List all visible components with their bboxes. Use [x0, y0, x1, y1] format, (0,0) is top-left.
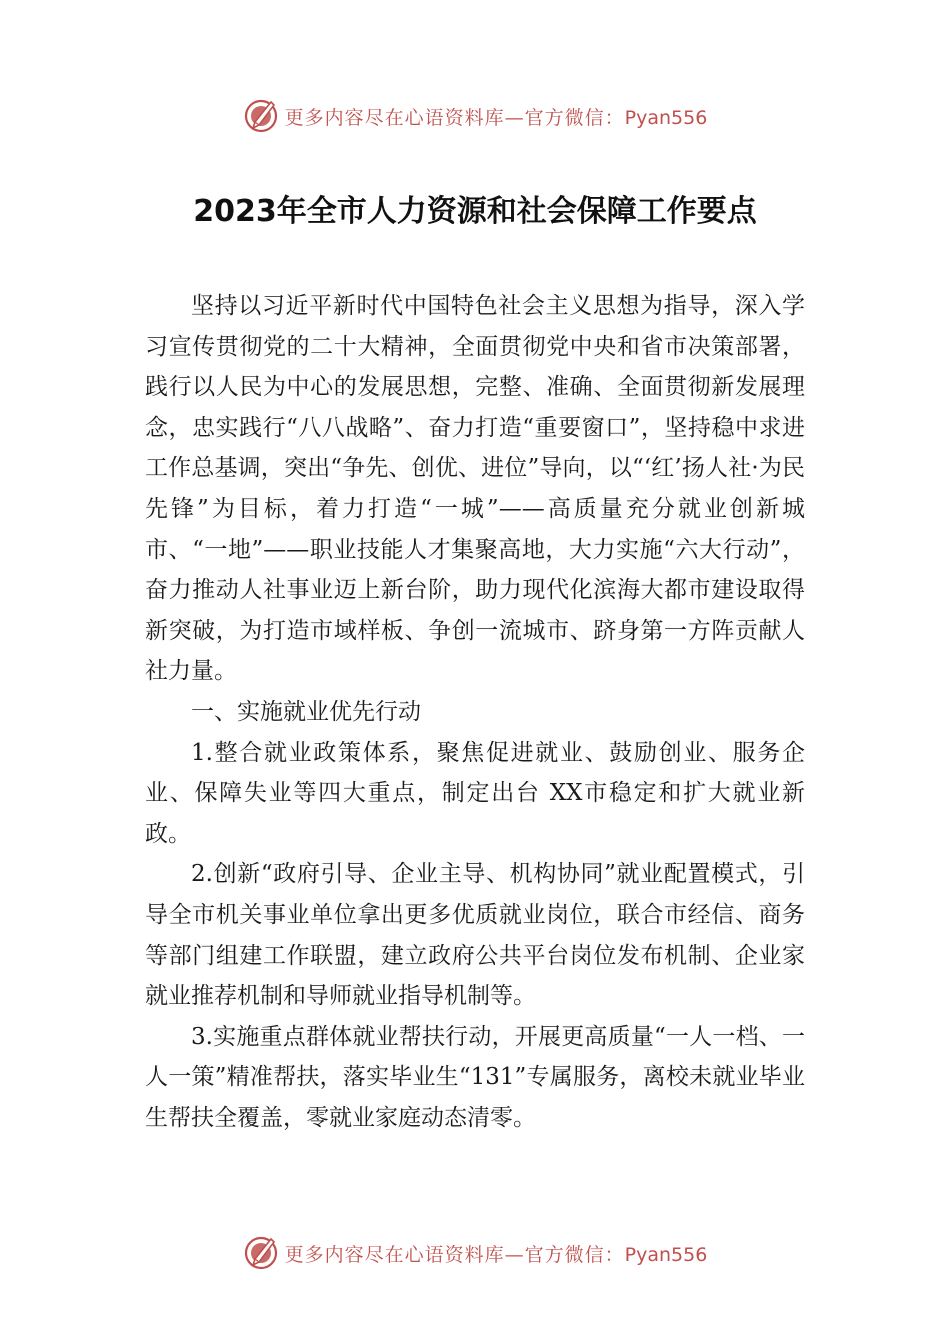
document-body: [145, 286, 805, 1138]
quill-pen-seal-icon: [243, 1235, 279, 1271]
list-item: 2.创新“政府引导、企业主导、机构协同”就业配置模式，引导全市机关事业单位拿出更多优质就业岗位，联合市经信、商务等部门组建工作联盟，建立政府公共平台岗位发布机制、企业家就业推荐机制和导师就业指导机制等。: [145, 861, 805, 1010]
watermark-text: 更多内容尽在心语资料库—官方微信：Pyan556: [284, 106, 708, 129]
document-title: 2023年全市人力资源和社会保障工作要点: [193, 194, 757, 229]
intro-paragraph: 坚持以习近平新时代中国特色社会主义思想为指导，深入学习宣传贯彻党的二十大精神，全面贯彻党中央和省市决策部署，践行以人民为中心的发展思想，完整、准确、全面贯彻新发展理念，忠实践行“八八战略”、奋力打造“重要窗口”，坚持稳中求进工作总基调，突出“争先、创优、进位”导向，以“‘红’扬人社·为民先锋”为目标，着力打造“一城”——高质量充分就业创新城市、“一地”——职业技能人才集聚高地，大力实施“六大行动”，奋力推动人社事业迈上新台阶，助力现代化滨海大都市建设取得新突破，为打造市域样板、争创一流城市、跻身第一方阵贡献人社力量。: [145, 293, 805, 685]
header-watermark: [0, 96, 950, 136]
footer-watermark: [0, 1233, 950, 1273]
list-item: 1.整合就业政策体系，聚焦促进就业、鼓励创业、服务企业、保障失业等四大重点，制定出台 XX市稳定和扩大就业新政。: [145, 739, 805, 847]
quill-pen-seal-icon: [243, 98, 279, 134]
section-heading: 一、实施就业优先行动: [191, 698, 421, 725]
list-item: 3.实施重点群体就业帮扶行动，开展更高质量“一人一档、一人一策”精准帮扶，落实毕业生“131”专属服务，离校未就业毕业生帮扶全覆盖，零就业家庭动态清零。: [145, 1023, 805, 1131]
watermark-text: 更多内容尽在心语资料库—官方微信：Pyan556: [284, 1243, 708, 1266]
